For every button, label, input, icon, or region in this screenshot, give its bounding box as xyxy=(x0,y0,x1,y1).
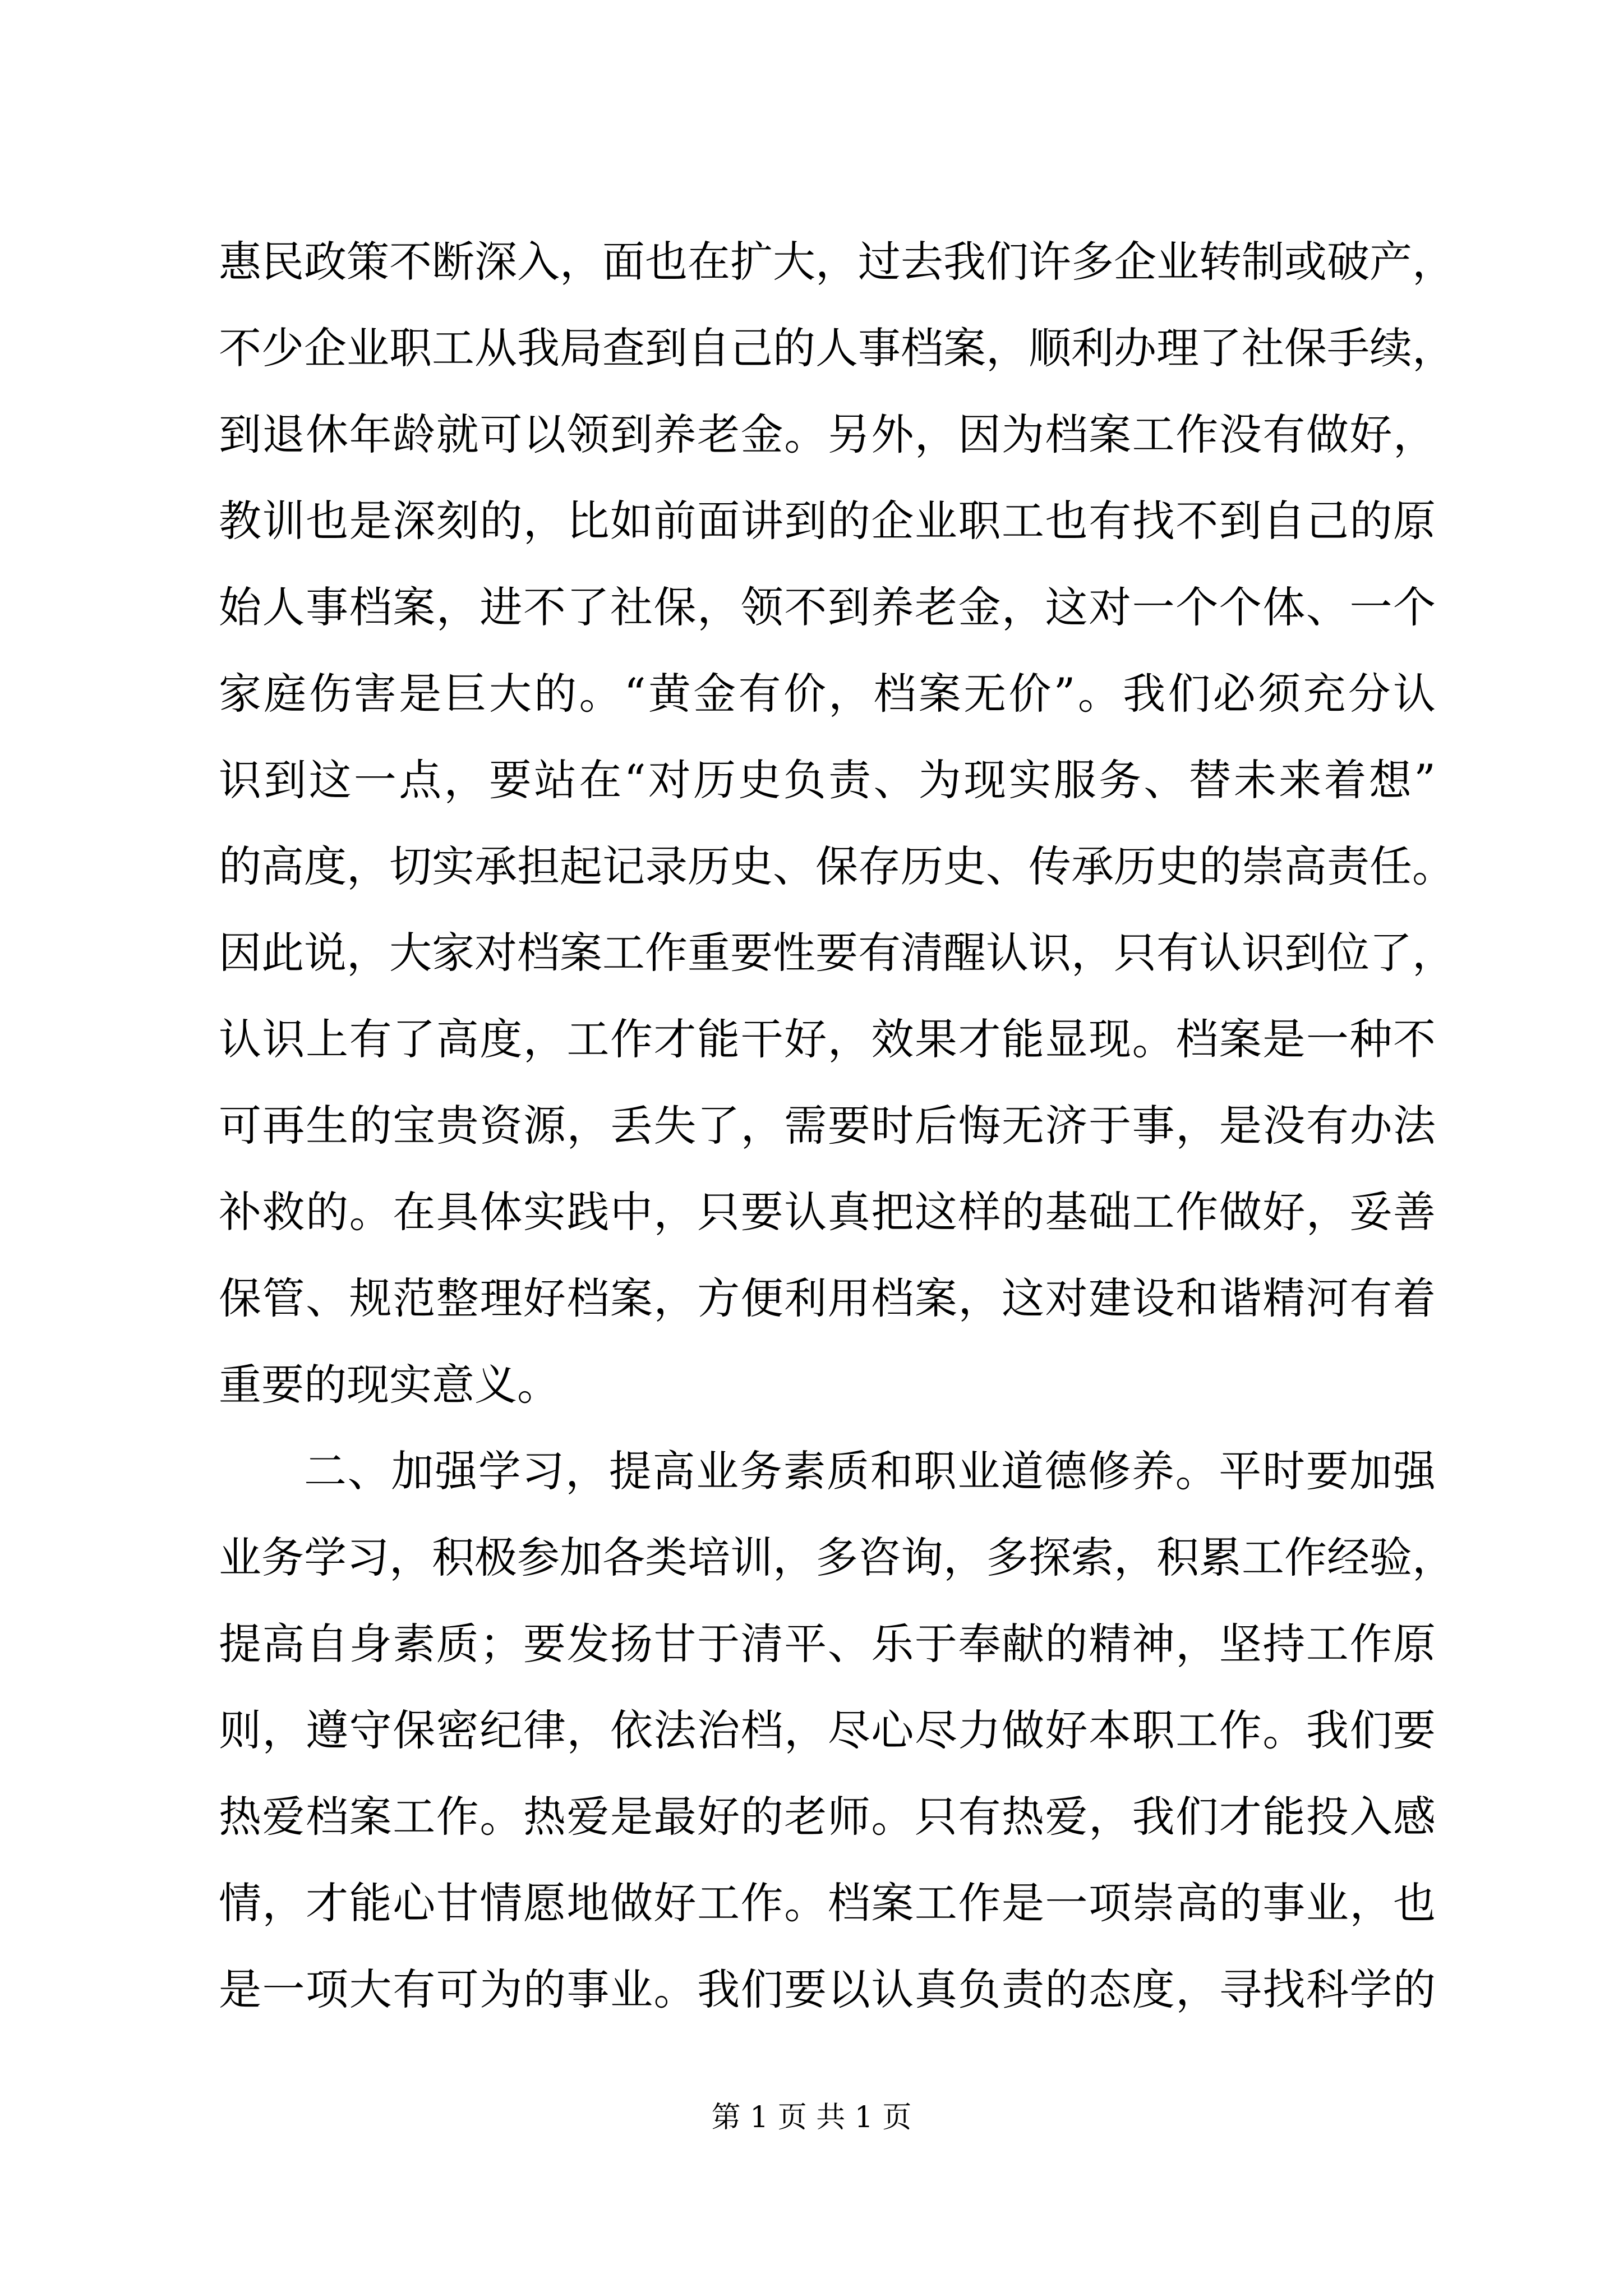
text-line: 提高自身素质；要发扬甘于清平、乐于奉献的精神，坚持工作原 xyxy=(219,1619,1436,1669)
text-line: 情，才能心甘情愿地做好工作。档案工作是一项崇高的事业，也 xyxy=(219,1878,1436,1928)
text-line: 补救的。在具体实践中，只要认真把这样的基础工作做好，妥善 xyxy=(219,1187,1436,1237)
text-line: 二、加强学习，提高业务素质和职业道德修养。平时要加强 xyxy=(304,1446,1436,1496)
text-line: 认识上有了高度，工作才能干好，效果才能显现。档案是一种不 xyxy=(219,1014,1436,1064)
paragraph-2 xyxy=(219,1428,1455,2033)
text-line: 的高度，切实承担起记录历史、保存历史、传承历史的崇高责任。 xyxy=(219,841,1455,891)
text-line: 可再生的宝贵资源，丢失了，需要时后悔无济于事，是没有办法 xyxy=(219,1101,1436,1151)
text-line: 是一项大有可为的事业。我们要以认真负责的态度，寻找科学的 xyxy=(219,1964,1436,2014)
text-line: 重要的现实意义。 xyxy=(219,1360,560,1410)
text-line: 则，遵守保密纪律，依法治档，尽心尽力做好本职工作。我们要 xyxy=(219,1705,1436,1755)
text-line: 识到这一点，要站在“对历史负责、为现实服务、替未来着想” xyxy=(219,755,1436,805)
text-line: 惠民政策不断深入，面也在扩大，过去我们许多企业转制或破产， xyxy=(219,237,1455,287)
text-line: 业务学习，积极参加各类培训，多咨询，多探索，积累工作经验， xyxy=(219,1533,1455,1582)
text-line: 到退休年龄就可以领到养老金。另外，因为档案工作没有做好， xyxy=(219,409,1436,459)
text-line: 保管、规范整理好档案，方便利用档案，这对建设和谐精河有着 xyxy=(219,1273,1436,1323)
paragraph-1 xyxy=(219,219,1455,1428)
text-line: 家庭伤害是巨大的。“黄金有价，档案无价”。我们必须充分认 xyxy=(219,669,1436,719)
text-line: 不少企业职工从我局查到自己的人事档案，顺利办理了社保手续， xyxy=(219,323,1455,373)
page-footer: 第 1 页 共 1 页 xyxy=(711,2101,912,2134)
text-line: 始人事档案，进不了社保，领不到养老金，这对一个个体、一个 xyxy=(219,582,1436,632)
document-body xyxy=(219,219,1455,2033)
text-line: 教训也是深刻的，比如前面讲到的企业职工也有找不到自己的原 xyxy=(219,496,1436,546)
text-line: 因此说，大家对档案工作重要性要有清醒认识，只有认识到位了， xyxy=(219,928,1455,978)
text-line: 热爱档案工作。热爱是最好的老师。只有热爱，我们才能投入感 xyxy=(219,1792,1436,1842)
